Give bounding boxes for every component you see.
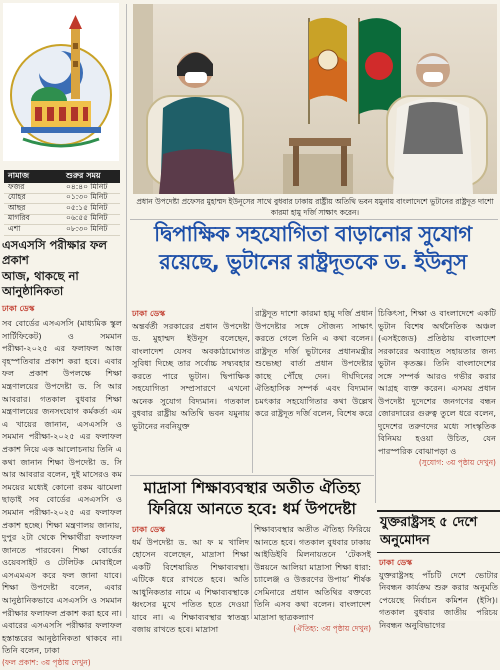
ssc-continued-link[interactable]: (ফল প্রকাশ: ৩য় পৃষ্ঠায় দেখুন) [2, 658, 91, 668]
voter-headline-line-2[interactable]: অনুমোদন [380, 533, 430, 548]
madrasa-dateline: ঢাকা ডেস্ক [132, 524, 166, 534]
left-column [0, 0, 122, 668]
photo-caption: প্রধান উপদেষ্টা প্রফেসর মুহাম্মদ ইউনূসের সাথে বুধবার ঢাকায় রাষ্ট্রীয় অতিথি ভবন যমুনায় বাংলাদেশে ভুটানের রাষ্ট্রদূত দাশো কারমা হামু দর্জি সাক্ষাৎ করেন। [136, 197, 494, 217]
prayer-name: এশা [8, 223, 21, 233]
main-headline-line-1[interactable]: দ্বিপাক্ষিক সহযোগিতা বাড়ানোর সুযোগ [154, 222, 472, 246]
voter-headline[interactable] [377, 510, 500, 553]
prayer-row [4, 225, 120, 236]
column-divider [252, 307, 253, 473]
madrasa-continued-link[interactable]: (ঐতিহ্য: ৩য় পৃষ্ঠায় দেখুন) [293, 624, 371, 633]
prayer-header-time: শুরুর সময় [66, 171, 101, 180]
madrasa-headline-line-2[interactable]: ফিরিয়ে আনতে হবে: ধর্ম উপদেষ্টা [147, 500, 357, 518]
ssc-headline-1[interactable]: এসএসসি পরীক্ষার ফল প্রকাশ [2, 238, 107, 267]
ssc-result-story [2, 238, 122, 670]
main-story-column-2 [255, 307, 373, 420]
voter-dateline: ঢাকা ডেস্ক [379, 557, 413, 567]
prayer-time: ০৮:৩০ মিনিট [66, 223, 108, 233]
prayer-times-table [4, 170, 120, 236]
main-headline[interactable] [128, 220, 498, 276]
prayer-name: আছর [8, 202, 26, 212]
voter-body [377, 553, 500, 631]
prayer-name: ফজর [8, 181, 25, 191]
main-column-3-text: চিকিৎসা, শিক্ষা ও বাংলাদেশে একটি ভুটান বিশেষ অর্থনৈতিক অঞ্চল (এসইজেড) প্রতিষ্ঠায় বাংলাদেশ সরকারের অব্যাহত সহায়তার জন্য ভুটান কৃতজ্ঞ। তিনি বাংলাদেশের সঙ্গে সম্পর্ক আরও গভীর করার আগ্রহ ব্যক্ত করেন। এসময় প্রধান উপদেষ্টা দুদেশের জনগণের বন্ধন জোরদারের গুরুত্ব তুলে ধরে বলেন, দুদেশের তরুণদের মধ্যে সাংস্কৃতিক বিনিময় হওয়া উচিত, যেন পারস্পরিক বোঝাপড়া ও [378, 308, 496, 456]
madrasa-headline[interactable] [132, 478, 372, 520]
madrasa-column-1-text: ধর্ম উপদেষ্টা ড. আ ফ ম খালিদ হোসেন বলেছেন, মাদ্রাসা শিক্ষা একটি বিশেষায়িত শিক্ষাব্যবস্থা। এটিকে ধরে রাখতে হবে। অতি আধুনিকতার নামে এ শিক্ষাব্যবস্থাকে ধ্বংসের মুখে পতিত হতে দেওয়া যাবে না। এ শিক্ষাব্যবস্থার স্বাতন্ত্র্য বজায় রাখতে হবে। মাদ্রাসা [132, 536, 249, 634]
main-column-1-text: অন্তর্বর্তী সরকারের প্রধান উপদেষ্টা ড. মুহাম্মদ ইউনূস বলেছেন, বাংলাদেশ যেসব অবকাঠামোগত সুবিধা দিচ্ছে তার সর্বোচ্চ সদ্ব্যবহার করতে পারে ভুটান। দ্বিপাক্ষিক সহযোগিতা সম্প্রসারণে এখনো অনেক সুযোগ বিদ্যমান। গতকাল বুধবার রাষ্ট্রীয় অতিথি ভবন যমুনায় ভুটানের নবনিযুক্ত [132, 320, 250, 431]
main-headline-line-2[interactable]: রয়েছে, ভুটানের রাষ্ট্রদূতকে ড. ইউনূস [159, 250, 467, 274]
voter-headline-line-1[interactable]: যুক্তরাষ্ট্রসহ ৫ দেশে [380, 515, 478, 530]
prayer-time: ০৪:৪০ মিনিট [66, 181, 108, 191]
ssc-body-text: সব বোর্ডের এসএসসি (মাধ্যমিক স্কুল সার্টিফিকেট) ও সমমান পরীক্ষা-২০২৫ এর ফলাফল আজ বৃহস্পতিবার প্রকাশ করা হবে। এবার ফল প্রকাশ উপলক্ষে শিক্ষা মন্ত্রণালয়ের উপদেষ্টা ড. সি আর আবরার। গতকাল বুধবার শিক্ষা মন্ত্রণালয়ের জনসংযোগ কর্মকর্তা এম এ খায়ের জানান, এসএসসি ও সমমান পরীক্ষা-২০২৫ এর ফলাফল প্রকাশ নিয়ে এক আলোচনায় তিনি এ কথা জানান শিক্ষা উপদেষ্টা ড. সি আর আবরার বলেন, দুই মাসেরও কম সময়ের মধ্যেই কোনো রকম ঝামেলা ছাড়াই সব বোর্ডের এসএসসি ও সমমান পরীক্ষা-২০২৫ এর ফলাফল প্রকাশ হচ্ছে। শিক্ষা মন্ত্রণালয় জানায়, দুপুর ২টা থেকে শিক্ষার্থীরা ফলাফল জানতে পারবেন। শিক্ষা বোর্ডের ওয়েবসাইট ও টেলিটক মোবাইলে এসএমএস করে ফল জানা যাবে। শিক্ষা উপদেষ্টা বলেন, এবার আনুষ্ঠানিকভাবে এসএসসি ও সমমান পরীক্ষার ফলাফল প্রকাশ করা হবে না। এবারের এসএসসি পরীক্ষার ফলাফল হস্তান্তরের আনুষ্ঠানিকতা থাকবে না। তিনি বলেন, ঢাকা [2, 318, 122, 656]
main-story-column-3 [378, 307, 496, 470]
ssc-headline-2[interactable]: আজ, থাকছে না আনুষ্ঠানিকতা [2, 269, 79, 298]
ssc-dateline: ঢাকা ডেস্ক [2, 304, 35, 313]
voter-body-text: যুক্তরাষ্ট্রসহ পাঁচটি দেশে ভোটার নিবন্ধন কার্যক্রম শুরু করার অনুমতি পেয়েছে নির্বাচন কমিশন (ইসি)। গতকাল বুধবার জাতীয় পরিচয় নিবন্ধন অনুবিভাগের [379, 569, 498, 630]
voter-registration-story [377, 510, 500, 630]
mosque-emblem-image [3, 3, 119, 161]
column-divider [126, 4, 127, 618]
main-story-column-1 [132, 307, 250, 432]
prayer-time: ০৫:১৫ মিনিট [66, 202, 108, 212]
madrasa-column-1 [132, 523, 249, 636]
section-divider [130, 475, 374, 476]
prayer-time: ০১:৩০ মিনিট [66, 192, 108, 202]
main-continued-link[interactable]: (সুযোগ: ৩য় পৃষ্ঠায় দেখুন) [418, 458, 496, 467]
prayer-name: মাগরিব [8, 213, 30, 223]
prayer-time: ০৬:৫৫ মিনিট [66, 213, 108, 223]
main-column-2-text: রাষ্ট্রদূত দাশো কারমা হামু দর্জি প্রধান উপদেষ্টার সঙ্গে সৌজন্য সাক্ষাৎ করতে গেলে তিনি এ কথা বলেন। রাষ্ট্রদূত দর্জি ভুটানের প্রধানমন্ত্রীর শুভেচ্ছা বার্তা প্রধান উপদেষ্টার কাছে পৌঁছে দেন। দীর্ঘদিনের ঐতিহাসিক সম্পর্ক এবং বিদ্যমান চমৎকার সহযোগিতার কথা উল্লেখ করে রাষ্ট্রদূত দর্জি বলেন, বিশেষ করে [255, 308, 373, 418]
prayer-name: যোহর [8, 192, 26, 202]
madrasa-column-2 [254, 523, 371, 636]
prayer-header-name: নামাজ [8, 171, 30, 180]
meeting-photo [133, 4, 497, 194]
main-dateline: ঢাকা ডেস্ক [132, 308, 166, 318]
madrasa-headline-line-1[interactable]: মাদ্রাসা শিক্ষাব্যবস্থার অতীত ঐতিহ্য [143, 479, 361, 497]
column-divider [375, 307, 376, 503]
madrasa-column-2-text: শিক্ষাব্যবস্থার অতীত ঐতিহ্য ফিরিয়ে আনতে হবে। গতকাল বুধবার ঢাকায় আইডিইবি মিলনায়তনে ‘টেকসই উন্নয়নে আলিয়া মাদ্রাসা শিক্ষা ধারা: চ্যালেঞ্জ ও উত্তরণের উপায়’ শীর্ষক সেমিনারে প্রধান অতিথির বক্তব্যে তিনি এসব কথা বলেন। বাংলাদেশ মাদ্রাসা ছাত্রকল্যাণ [254, 524, 371, 622]
meeting-photo-image [133, 4, 497, 194]
column-divider [251, 523, 252, 619]
mosque-emblem-icon [3, 3, 119, 161]
